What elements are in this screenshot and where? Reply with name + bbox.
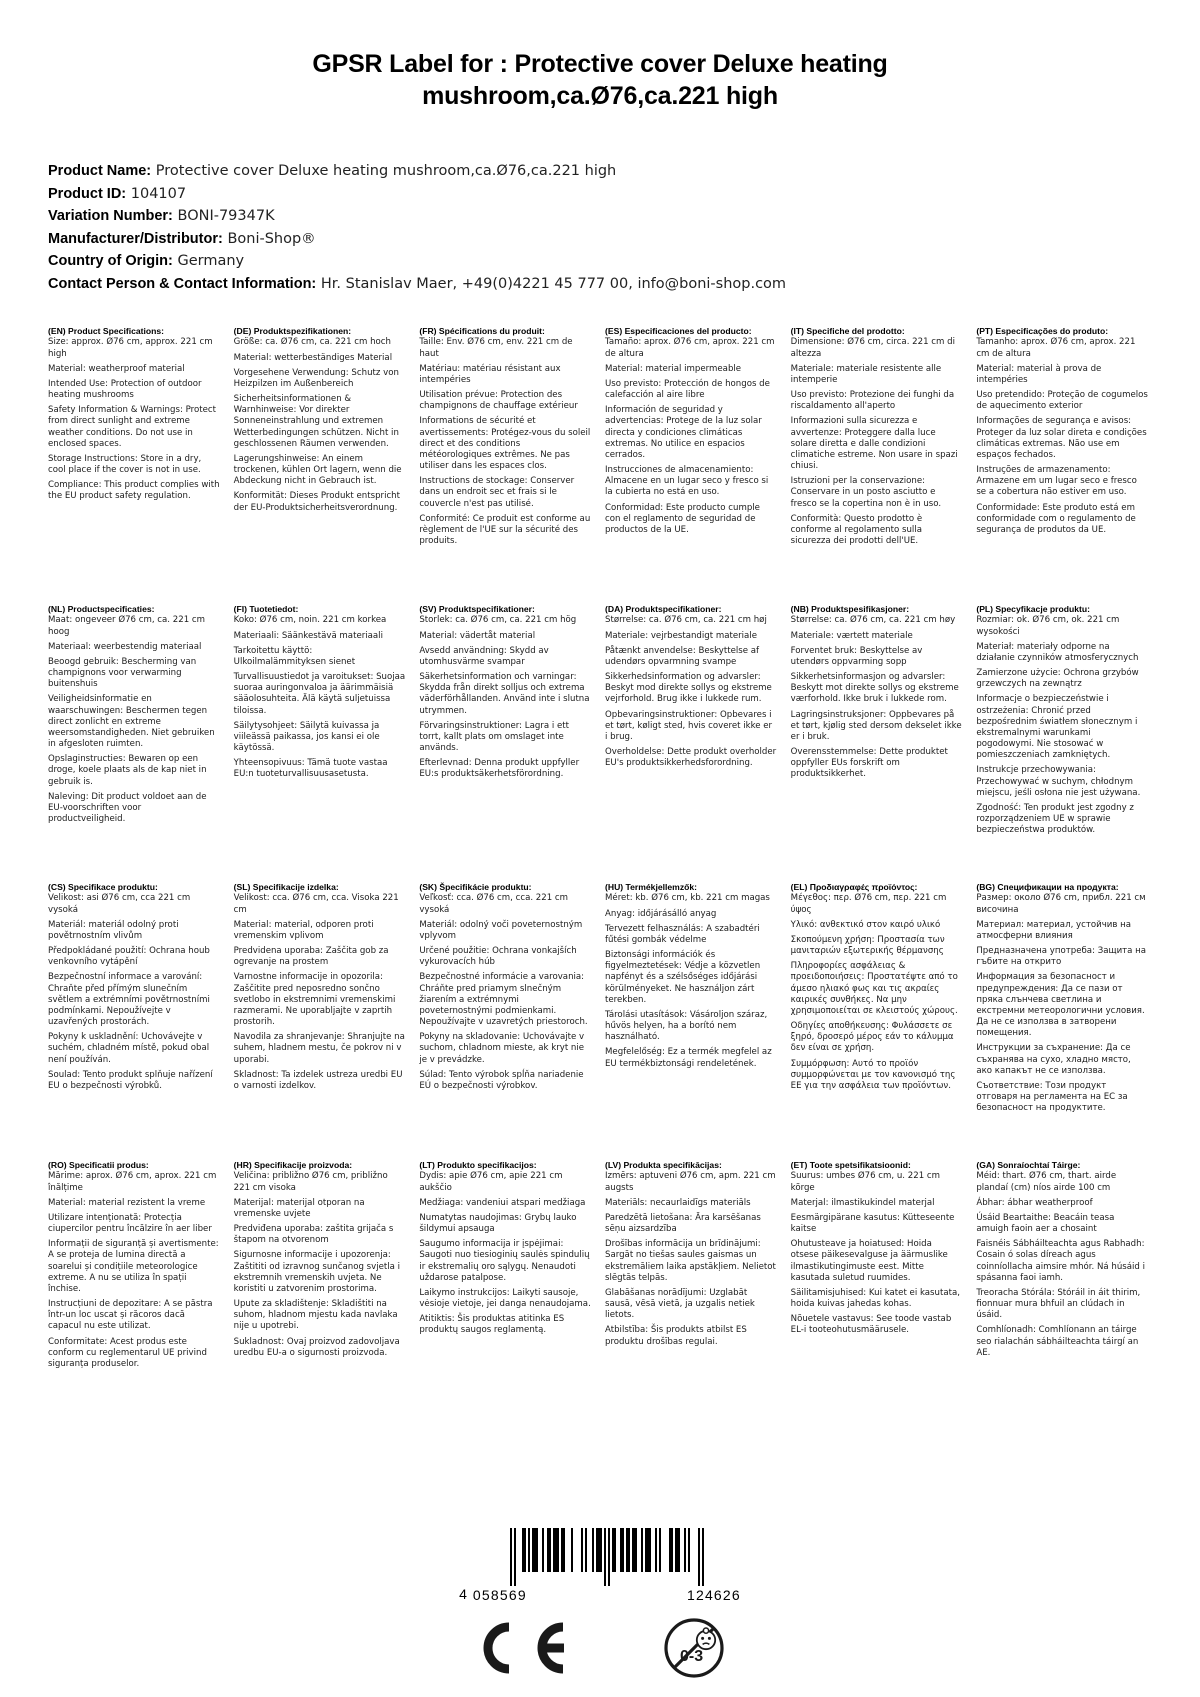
spec-paragraph: Размер: около Ø76 cm, прибл. 221 см височина xyxy=(976,893,1146,915)
spec-paragraph: Atitiktis: Šis produktas atitinka ES produktų saugos reglamentą. xyxy=(419,1314,565,1336)
spec-paragraph: Nõuetele vastavus: See toode vastab EL-i tooteohutusmäärusele. xyxy=(790,1314,952,1336)
spec-paragraph: Compliance: This product complies with the EU product safety regulation. xyxy=(48,480,220,502)
spec-paragraph: Mărime: aprox. Ø76 cm, aprox. 221 cm înălțime xyxy=(48,1171,217,1193)
manufacturer-label: Manufacturer/Distributor: xyxy=(48,230,223,247)
spec-paragraph: Material: wetterbeständiges Material xyxy=(233,352,393,363)
spec-paragraph: Opslaginstructies: Bewaren op een droge, koele plaats als de kap niet in gebruik is. xyxy=(48,754,207,787)
spec-paragraph: Materiał: materiały odporne na działanie czynników atmosferycznych xyxy=(976,641,1139,663)
spec-paragraph: Информация за безопасност и предупреждения: Да се пази от пряка слънчева светлина и екстремни метеорологични условия. Да не се използва в затворени помещения. xyxy=(976,972,1145,1039)
spec-paragraph: Material: material à prova de intempéries xyxy=(976,363,1102,385)
spec-paragraph: Materiál: materiál odolný proti povětrnostním vlivům xyxy=(48,919,179,941)
spec-paragraph: Material: material impermeable xyxy=(605,363,742,374)
spec-paragraph: Avsedd användning: Skydd av utomhusvärme svampar xyxy=(419,645,549,667)
spec-paragraph: Pokyny k uskladnění: Uchovávejte v suchém, chladném místě, pokud obal není používán. xyxy=(48,1032,210,1065)
spec-paragraph: Säkerhetsinformation och varningar: Skydda från direkt solljus och extrema väderförhållanden. Använd inte i slutna utrymmen. xyxy=(419,672,590,716)
spec-cell-ga xyxy=(976,1160,1152,1438)
spec-heading-ga: (GA) Sonraíochtaí Táirge: xyxy=(976,1159,1081,1170)
barcode-left-group: 058569 xyxy=(472,1587,527,1603)
spec-paragraph: Veiligheidsinformatie en waarschuwingen: Beschermen tegen direct zonlicht en extreme weersomstandigheden. Niet gebruiken in afgesloten ruimten. xyxy=(48,694,215,750)
spec-paragraph: Atbilstība: Šis produkts atbilst ES produktu drošības regulai. xyxy=(605,1325,747,1347)
spec-paragraph: Overensstemmelse: Dette produktet oppfyller EUs forskrift om produktsikkerhet. xyxy=(790,747,948,780)
spec-heading-hu: (HU) Termékjellemzők: xyxy=(605,881,698,892)
spec-paragraph: Materiál: odolný voči poveternostným vplyvom xyxy=(419,919,583,941)
spec-paragraph: Uso previsto: Protección de hongos de calefacción al aire libre xyxy=(605,378,770,401)
contact-value: Hr. Stanislav Maer, +49(0)4221 45 777 00, info@boni-shop.com xyxy=(320,276,787,293)
spec-paragraph: Informations de sécurité et avertissements: Protégez-vous du soleil direct et des conditions météorologiques extrêmes. Ne pas utiliser dans les espaces clos. xyxy=(419,416,591,472)
spec-paragraph: Informazioni sulla sicurezza e avvertenze: Proteggere dalla luce solare diretta e dalle condizioni climatiche estreme. Non usare in spazi chiusi. xyxy=(790,416,958,472)
spec-paragraph: Naleving: Dit product voldoet aan de EU-voorschriften voor productveiligheid. xyxy=(48,791,207,825)
barcode-bar xyxy=(702,1528,704,1586)
spec-heading-el: (EL) Προδιαγραφές προϊόντος: xyxy=(790,881,918,892)
spec-cell-el xyxy=(791,882,967,1160)
product-info-row xyxy=(48,160,1152,183)
spec-heading-lv: (LV) Produkta specifikācijas: xyxy=(605,1159,722,1170)
spec-paragraph: Pokyny na skladovanie: Uchovávajte v suchom, chladnom mieste, ak kryt nie je v prevádzke. xyxy=(419,1032,585,1065)
spec-paragraph: Tamaño: aprox. Ø76 cm, aprox. 221 cm de altura xyxy=(605,337,775,359)
spec-paragraph: Intended Use: Protection of outdoor heating mushrooms xyxy=(48,378,202,401)
spec-paragraph: Lagringsinstruksjoner: Oppbevares på et tørt, kjølig sted dersom dekselet ikke er i bruk. xyxy=(790,709,962,742)
spec-paragraph: Koko: Ø76 cm, noin. 221 cm korkea xyxy=(233,615,387,626)
spec-paragraph: Varnostne informacije in opozorila: Zaščitite pred neposredno sončno svetlobo in ekstremnimi vremenskimi razmerami. Ne uporabljajte v zaprtih prostorih. xyxy=(233,972,396,1028)
spec-paragraph: Megfelelőség: Ez a termék megfelel az EU termékbiztonsági rendeletének. xyxy=(605,1047,772,1069)
product-info-row xyxy=(48,273,1152,296)
spec-cell-ro xyxy=(48,1160,224,1438)
spec-heading-cs: (CS) Specifikace produktu: xyxy=(48,881,158,892)
spec-cell-pl xyxy=(976,604,1152,882)
spec-cell-en xyxy=(48,326,224,604)
spec-cell-nb xyxy=(791,604,967,882)
spec-paragraph: Informações de segurança e avisos: Proteger da luz solar direta e condições climáticas extremas. Não use em espaços fechados. xyxy=(976,416,1147,460)
spec-paragraph: Material: weatherproof material xyxy=(48,363,185,374)
spec-paragraph: Σκοπούμενη χρήση: Προστασία των μανιταριών εξωτερικής θέρμανσης xyxy=(790,934,945,957)
product-info-row xyxy=(48,183,1152,206)
spec-cell-pt xyxy=(976,326,1152,604)
spec-paragraph: Material: material rezistent la vreme xyxy=(48,1197,206,1208)
product-id-value: 104107 xyxy=(130,185,187,202)
spec-cell-cs xyxy=(48,882,224,1160)
spec-paragraph: Dydis: apie Ø76 cm, apie 221 cm aukščio xyxy=(419,1171,563,1193)
spec-paragraph: Conformidad: Este producto cumple con el reglamento de seguridad de productos de la UE. xyxy=(605,502,760,535)
spec-cell-it xyxy=(791,326,967,604)
country-of-origin-value: Germany xyxy=(177,253,245,270)
spec-paragraph: Overholdelse: Dette produkt overholder EU's produktsikkerhedsforordning. xyxy=(605,747,777,769)
spec-paragraph: Conformidade: Este produto está em conformidade com o regulamento de segurança de produtos da UE. xyxy=(976,502,1136,535)
ce-mark-icon xyxy=(475,1619,571,1677)
spec-paragraph: Suurus: umbes Ø76 cm, u. 221 cm kõrge xyxy=(790,1171,940,1193)
spec-paragraph: Glabāšanas norādījumi: Uzglabāt sausā, vēsā vietā, ja uzgalis netiek lietots. xyxy=(605,1287,755,1321)
spec-cell-fi xyxy=(234,604,410,882)
spec-paragraph: Veličina: približno Ø76 cm, približno 221 cm visoka xyxy=(233,1171,388,1193)
spec-paragraph: Uso pretendido: Proteção de cogumelos de aquecimento exterior xyxy=(976,390,1148,412)
spec-heading-en: (EN) Product Specifications: xyxy=(48,325,165,336)
spec-cell-lt xyxy=(419,1160,595,1438)
ean13-barcode xyxy=(459,1528,741,1603)
spec-paragraph: Инструкции за съхранение: Да се съхранява на сухо, хладно място, ако капакът не се използва. xyxy=(976,1043,1131,1076)
barcode-bars xyxy=(510,1528,704,1586)
spec-paragraph: Materiaal: weerbestendig materiaal xyxy=(48,641,202,652)
spec-paragraph: Materiāls: necaurlaidīgs materiāls xyxy=(605,1197,751,1208)
spec-paragraph: Συμμόρφωση: Αυτό το προϊόν συμμορφώνεται με τον κανονισμό της ΕΕ για την ασφάλεια των προϊόντων. xyxy=(790,1058,956,1091)
spec-paragraph: Skladnost: Ta izdelek ustreza uredbi EU o varnosti izdelkov. xyxy=(233,1069,403,1091)
spec-paragraph: Instrucciones de almacenamiento: Almacene en un lugar seco y fresco si la cubierta no está en uso. xyxy=(605,465,769,498)
spec-cell-et xyxy=(791,1160,967,1438)
spec-paragraph: Rozmiar: ok. Ø76 cm, ok. 221 cm wysokości xyxy=(976,615,1120,637)
spec-heading-pt: (PT) Especificações do produto: xyxy=(976,325,1109,336)
barcode-lead-digit: 4 xyxy=(459,1586,467,1602)
spec-paragraph: Bezpečnostní informace a varování: Chraňte před přímým slunečním světlem a extrémními povětrnostními podmínkami. Nepoužívejte v uzavřených prostorách. xyxy=(48,972,210,1028)
barcode-digits xyxy=(473,1587,741,1603)
spec-heading-nl: (NL) Productspecificaties: xyxy=(48,603,155,614)
spec-paragraph: Størrelse: ca. Ø76 cm, ca. 221 cm høy xyxy=(790,615,956,626)
spec-paragraph: Материал: материал, устойчив на атмосферни влияния xyxy=(976,919,1132,941)
spec-cell-da xyxy=(605,604,781,882)
spec-paragraph: Lagerungshinweise: An einem trockenen, kühlen Ort lagern, wenn die Abdeckung nicht in Gebrauch ist. xyxy=(233,453,402,487)
spec-paragraph: Eesmärgipärane kasutus: Kütteseente kaitse xyxy=(790,1212,955,1235)
spec-paragraph: Vorgesehene Verwendung: Schutz von Heizpilzen im Außenbereich xyxy=(233,367,399,389)
spec-paragraph: Ábhar: ábhar weatherproof xyxy=(976,1197,1093,1208)
spec-heading-pl: (PL) Specyfikacje produktu: xyxy=(976,603,1090,614)
spec-paragraph: Predvidena uporaba: Zaščita gob za ogrevanje na prostem xyxy=(233,946,389,968)
spec-paragraph: Utilisation prévue: Protection des champignons de chauffage extérieur xyxy=(419,390,578,412)
spec-paragraph: Treoracha Stórála: Stóráil in áit thirim, fionnuar mura bhfuil an clúdach in úsáid. xyxy=(976,1287,1141,1321)
spec-paragraph: Úsáid Beartaithe: Beacáin teasa amuigh faoin aer a chosaint xyxy=(976,1212,1115,1235)
spec-paragraph: Tarkoitettu käyttö: Ulkoilmalämmityksen sienet xyxy=(233,645,356,667)
spec-paragraph: Säilitamisjuhised: Kui katet ei kasutata, hoida kuivas jahedas kohas. xyxy=(790,1287,960,1310)
spec-heading-hr: (HR) Specifikacije proizvoda: xyxy=(233,1159,353,1170)
spec-paragraph: Anyag: időjárásálló anyag xyxy=(605,908,717,919)
spec-cell-hr xyxy=(234,1160,410,1438)
spec-paragraph: Förvaringsinstruktioner: Lagra i ett torrt, kallt plats om omslaget inte används. xyxy=(419,720,569,754)
spec-paragraph: Οδηγίες αποθήκευσης: Φυλάσσετε σε ξηρό, δροσερό μέρος εάν το κάλυμμα δεν είναι σε χρήση. xyxy=(790,1021,954,1054)
spec-paragraph: Matériau: matériau résistant aux intempéries xyxy=(419,363,561,385)
spec-paragraph: Instrukcje przechowywania: Przechowywać w suchym, chłodnym miejscu, jeśli osłona nie jest używana. xyxy=(976,765,1141,798)
spec-paragraph: Opbevaringsinstruktioner: Opbevares i et tørt, køligt sted, hvis coveret ikke er i brug. xyxy=(605,709,773,742)
manufacturer-value: Boni-Shop® xyxy=(227,230,316,247)
page-title: GPSR Label for : Protective cover Deluxe heating mushroom,ca.Ø76,ca.221 high xyxy=(312,50,888,110)
spec-heading-es: (ES) Especificaciones del producto: xyxy=(605,325,752,336)
spec-cell-de xyxy=(234,326,410,604)
spec-paragraph: Storlek: ca. Ø76 cm, ca. 221 cm hög xyxy=(419,615,577,626)
spec-cell-sl xyxy=(234,882,410,1160)
spec-paragraph: Zgodność: Ten produkt jest zgodny z rozporządzeniem UE w sprawie bezpieczeństwa produktów. xyxy=(976,802,1134,836)
spec-paragraph: Instructions de stockage: Conserver dans un endroit sec et frais si le couvercle n'est pas utilisé. xyxy=(419,476,575,509)
spec-paragraph: Instruções de armazenamento: Armazene em um lugar seco e fresco se a cobertura não estiver em uso. xyxy=(976,465,1137,498)
barcode-bar xyxy=(690,1528,698,1572)
barcode-bar xyxy=(573,1528,581,1572)
spec-paragraph: Biztonsági információk és figyelmeztetések: Védje a közvetlen napfényt és a szélsőséges időjárási körülményeket. Ne használjon zárt terekben. xyxy=(605,950,761,1005)
language-spec-grid xyxy=(48,326,1152,1438)
spec-paragraph: Súlad: Tento výrobok spĺňa nariadenie EÚ o bezpečnosti výrobkov. xyxy=(419,1069,584,1091)
spec-paragraph: Μέγεθος: περ. Ø76 cm, περ. 221 cm ύψος xyxy=(790,893,947,915)
spec-paragraph: Sikkerhedsinformation og advarsler: Beskyt mod direkte sollys og ekstreme vejrforhold. Brug ikke i lukkede rum. xyxy=(605,672,772,705)
spec-cell-lv xyxy=(605,1160,781,1438)
spec-paragraph: Navodila za shranjevanje: Shranjujte na suhem, hladnem mestu, če pokrov ni v uporabi. xyxy=(233,1032,405,1065)
spec-paragraph: Sikkerhetsinformasjon og advarsler: Beskytt mot direkte sollys og ekstreme værforhold. Ikke bruk i lukkede rom. xyxy=(790,672,959,705)
spec-paragraph: Méret: kb. Ø76 cm, kb. 221 cm magas xyxy=(605,893,770,904)
spec-paragraph: Méid: thart. Ø76 cm, thart. airde plandaí (cm) níos airde 100 cm xyxy=(976,1171,1117,1193)
variation-number-value: BONI-79347K xyxy=(177,208,275,225)
spec-paragraph: Turvallisuustiedot ja varoitukset: Suojaa suoraa auringonvaloa ja äärimmäisiä sääolosuhteita. Älä käytä suljetuissa tiloissa. xyxy=(233,672,406,716)
spec-cell-sk xyxy=(419,882,595,1160)
spec-paragraph: Materjal: ilmastikukindel materjal xyxy=(790,1197,935,1208)
variation-number-label: Variation Number: xyxy=(48,208,173,225)
country-of-origin-label: Country of Origin: xyxy=(48,253,173,270)
spec-paragraph: Zamierzone użycie: Ochrona grzybów grzewczych na zewnątrz xyxy=(976,668,1139,690)
product-info-row xyxy=(48,228,1152,251)
spec-paragraph: Safety Information & Warnings: Protect from direct sunlight and extreme weather conditions. Do not use in enclosed spaces. xyxy=(48,405,216,449)
spec-heading-nb: (NB) Produktspesifikasjoner: xyxy=(790,603,910,614)
spec-paragraph: Upute za skladištenje: Skladištiti na suhom, hladnom mjestu kada navlaka nije u upotrebi. xyxy=(233,1299,398,1332)
product-name-value: Protective cover Deluxe heating mushroom,ca.Ø76,ca.221 high xyxy=(155,163,617,179)
spec-paragraph: Velikost: cca. Ø76 cm, cca. Visoka 221 cm xyxy=(233,893,399,915)
spec-paragraph: Numatytas naudojimas: Grybų lauko šildymui apsauga xyxy=(419,1212,577,1235)
spec-paragraph: Konformität: Dieses Produkt entspricht der EU-Produktsicherheitsverordnung. xyxy=(233,491,401,513)
spec-cell-hu xyxy=(605,882,781,1160)
spec-heading-et: (ET) Toote spetsifikatsioonid: xyxy=(790,1159,911,1170)
spec-paragraph: Предназначена употреба: Защита на гъбите на открито xyxy=(976,946,1147,968)
age-warning-0-3-icon xyxy=(663,1617,725,1679)
spec-paragraph: Utilizare intenționată: Protecția ciupercilor pentru încălzire în aer liber xyxy=(48,1212,212,1235)
spec-paragraph: Drošības informācija un brīdinājumi: Sargāt no tiešas saules gaismas un ekstremāliem laika apstākļiem. Nelietot slēgtās telpās. xyxy=(605,1239,776,1283)
spec-heading-de: (DE) Produktspezifikationen: xyxy=(233,325,352,336)
spec-paragraph: Съответствие: Този продукт отговаря на регламента на ЕС за безопасност на продуктите. xyxy=(976,1080,1128,1114)
spec-paragraph: Tárolási utasítások: Vásároljon száraz, hűvös helyen, ha a borító nem használható. xyxy=(605,1009,768,1043)
spec-cell-fr xyxy=(419,326,595,604)
spec-heading-it: (IT) Specifiche del prodotto: xyxy=(790,325,905,336)
spec-paragraph: Información de seguridad y advertencias: Protege de la luz solar directa y condiciones climáticas extremas. No utilice en espacios cerrados. xyxy=(605,405,762,460)
spec-paragraph: Størrelse: ca. Ø76 cm, ca. 221 cm høj xyxy=(605,615,767,626)
spec-paragraph: Υλικό: ανθεκτικό στον καιρό υλικό xyxy=(790,919,941,930)
spec-cell-sv xyxy=(419,604,595,882)
spec-paragraph: Material: vädertåt material xyxy=(419,630,536,641)
product-info-row xyxy=(48,250,1152,273)
spec-paragraph: Uso previsto: Protezione dei funghi da riscaldamento all'aperto xyxy=(790,390,955,412)
spec-paragraph: Materiale: materiale resistente alle intemperie xyxy=(790,363,942,385)
product-id-label: Product ID: xyxy=(48,185,127,202)
spec-paragraph: Tervezett felhasználás: A szabadtéri fűtési gombák védelme xyxy=(605,923,760,945)
spec-paragraph: Veľkosť: cca. Ø76 cm, cca. 221 cm vysoká xyxy=(419,893,569,915)
product-info-row xyxy=(48,205,1152,228)
spec-paragraph: Ohutusteave ja hoiatused: Hoida otsese päikesevalguse ja äärmuslike ilmastikutingimuste eest. Mitte kasutada suletud ruumides. xyxy=(790,1239,948,1283)
spec-paragraph: Beoogd gebruik: Bescherming van champignons voor verwarming buitenshuis xyxy=(48,656,197,690)
spec-paragraph: Soulad: Tento produkt splňuje nařízení EU o bezpečnosti výrobků. xyxy=(48,1069,213,1091)
spec-paragraph: Laikymo instrukcijos: Laikyti sausoje, vėsioje vietoje, jei danga nenaudojama. xyxy=(419,1287,591,1310)
spec-paragraph: Materiale: vejrbestandigt materiale xyxy=(605,630,757,641)
spec-paragraph: Izmērs: aptuveni Ø76 cm, apm. 221 cm augsts xyxy=(605,1171,776,1193)
spec-paragraph: Säilytysohjeet: Säilytä kuivassa ja viileässä paikassa, jos kansi ei ole käytössä. xyxy=(233,720,380,754)
spec-paragraph: Sicherheitsinformationen & Warnhinweise: Vor direkter Sonneneinstrahlung und extremen Wetterbedingungen schützen. Nicht in geschlossenen Räumen verwenden. xyxy=(233,394,399,449)
spec-paragraph: Size: approx. Ø76 cm, approx. 221 cm high xyxy=(48,337,213,359)
spec-paragraph: Tamanho: aprox. Ø76 cm, aprox. 221 cm de altura xyxy=(976,337,1136,359)
spec-heading-sv: (SV) Produktspecifikationer: xyxy=(419,603,535,614)
spec-heading-bg: (BG) Спецификации на продукта: xyxy=(976,881,1119,892)
product-name-label: Product Name: xyxy=(48,163,152,179)
spec-paragraph: Conformité: Ce produit est conforme au règlement de l'UE sur la sécurité des produits. xyxy=(419,513,591,547)
spec-heading-sl: (SL) Specifikacije izdelka: xyxy=(233,881,339,892)
spec-paragraph: Určené použitie: Ochrana vonkajších vykurovacích húb xyxy=(419,946,577,968)
spec-heading-ro: (RO) Specificatii produs: xyxy=(48,1159,149,1170)
spec-paragraph: Sukladnost: Ovaj proizvod zadovoljava uredbu EU-a o sigurnosti proizvoda. xyxy=(233,1336,400,1358)
spec-paragraph: Sigurnosne informacije i upozorenja: Zaštititi od izravnog sunčanog svjetla i ekstremnih vremenskih uvjeta. Ne koristiti u zatvorenim prostorima. xyxy=(233,1250,401,1294)
spec-paragraph: Conformità: Questo prodotto è conforme al regolamento sulla sicurezza dei prodotti dell'UE. xyxy=(790,513,923,547)
barcode-right-group: 124626 xyxy=(686,1587,741,1603)
spec-cell-nl xyxy=(48,604,224,882)
spec-paragraph: Istruzioni per la conservazione: Conservare in un posto asciutto e fresco se la copertina non è in uso. xyxy=(790,476,942,509)
spec-paragraph: Comhlíonadh: Comhlíonann an táirge seo rialachán sábháilteachta táirgí an AE. xyxy=(976,1325,1139,1358)
spec-cell-es xyxy=(605,326,781,604)
spec-paragraph: Påtænkt anvendelse: Beskyttelse af udendørs opvarmning svampe xyxy=(605,645,760,667)
spec-paragraph: Taille: Env. Ø76 cm, env. 221 cm de haut xyxy=(419,337,573,359)
spec-paragraph: Storage Instructions: Store in a dry, cool place if the cover is not in use. xyxy=(48,453,202,476)
spec-paragraph: Conformitate: Acest produs este conform cu reglementarul UE privind siguranța produselor. xyxy=(48,1336,207,1369)
spec-paragraph: Materijal: materijal otporan na vremenske uvjete xyxy=(233,1197,365,1219)
spec-paragraph: Größe: ca. Ø76 cm, ca. 221 cm hoch xyxy=(233,337,391,348)
product-info-block xyxy=(48,160,1152,296)
spec-paragraph: Efterlevnad: Denna produkt uppfyller EU:s produktsäkerhetsförordning. xyxy=(419,758,580,780)
svg-text:0-3: 0-3 xyxy=(680,1648,704,1665)
spec-paragraph: Velikost: asi Ø76 cm, cca 221 cm vysoká xyxy=(48,893,191,915)
spec-heading-fi: (FI) Tuotetiedot: xyxy=(233,603,299,614)
spec-heading-da: (DA) Produktspecifikationer: xyxy=(605,603,722,614)
spec-heading-fr: (FR) Spécifications du produit: xyxy=(419,325,545,336)
spec-paragraph: Material: material, odporen proti vremenskim vplivom xyxy=(233,919,374,941)
spec-paragraph: Forventet bruk: Beskyttelse av utendørs oppvarming sopp xyxy=(790,645,923,667)
spec-paragraph: Předpokládané použití: Ochrana houb venkovního vytápění xyxy=(48,946,210,968)
spec-paragraph: Maat: ongeveer Ø76 cm, ca. 221 cm hoog xyxy=(48,615,205,637)
spec-cell-bg xyxy=(976,882,1152,1160)
spec-paragraph: Materiale: værtett materiale xyxy=(790,630,913,641)
spec-paragraph: Paredzētā lietošana: Āra karsēšanas sēņu aizsardzība xyxy=(605,1212,761,1235)
spec-paragraph: Faisnéis Sábháilteachta agus Rabhadh: Cosain ó solas díreach agus coinníollacha aimsire mhór. Ná húsáid i spásanna faoi iamh. xyxy=(976,1239,1146,1283)
spec-heading-lt: (LT) Produkto specifikacijos: xyxy=(419,1159,537,1170)
barcode-bar xyxy=(661,1528,669,1572)
spec-paragraph: Materiaali: Säänkestävä materiaali xyxy=(233,630,383,641)
contact-label: Contact Person & Contact Information: xyxy=(48,276,317,293)
spec-paragraph: Instrucțiuni de depozitare: A se păstra într-un loc uscat și răcoros dacă capacul nu este utilizat. xyxy=(48,1299,213,1332)
spec-paragraph: Informații de siguranță și avertismente: A se proteja de lumina directă a soarelui și condițiile meteorologice extreme. A nu se utiliza în spații închise. xyxy=(48,1239,219,1294)
certification-marks-row xyxy=(475,1617,725,1679)
spec-paragraph: Dimensione: Ø76 cm, circa. 221 cm di altezza xyxy=(790,337,955,359)
spec-paragraph: Πληροφορίες ασφάλειας & προειδοποιήσεις: Προστατέψτε από το άμεσο ηλιακό φως και τις ακραίες καιρικές συνθήκες. Να μην χρησιμοποιείται σε κλειστούς χώρους. xyxy=(790,961,958,1016)
spec-paragraph: Predviđena uporaba: zaštita grijača s štapom na otvorenom xyxy=(233,1224,394,1246)
spec-paragraph: Medžiaga: vandeniui atspari medžiaga xyxy=(419,1197,586,1208)
spec-heading-sk: (SK) Špecifikácie produktu: xyxy=(419,881,532,892)
spec-paragraph: Yhteensopivuus: Tämä tuote vastaa EU:n tuoteturvallisuusasetusta. xyxy=(233,758,388,780)
spec-paragraph: Bezpečnostné informácie a varovania: Chráňte pred priamym slnečným žiarením a extrémnymi poveternostnými podmienkami. Nepoužívajte v uzavretých priestoroch. xyxy=(419,972,588,1028)
spec-paragraph: Informacje o bezpieczeństwie i ostrzeżenia: Chronić przed bezpośrednim światłem słonecznym i ekstremalnymi warunkami pogodowymi. Nie stosować w pomieszczeniach zamkniętych. xyxy=(976,694,1138,761)
spec-paragraph: Saugumo informacija ir įspėjimai: Saugoti nuo tiesioginių saulės spindulių ir ekstremalių oro sąlygų. Nenaudoti uždarose patalpose. xyxy=(419,1239,590,1283)
label-footer xyxy=(0,1528,1200,1679)
